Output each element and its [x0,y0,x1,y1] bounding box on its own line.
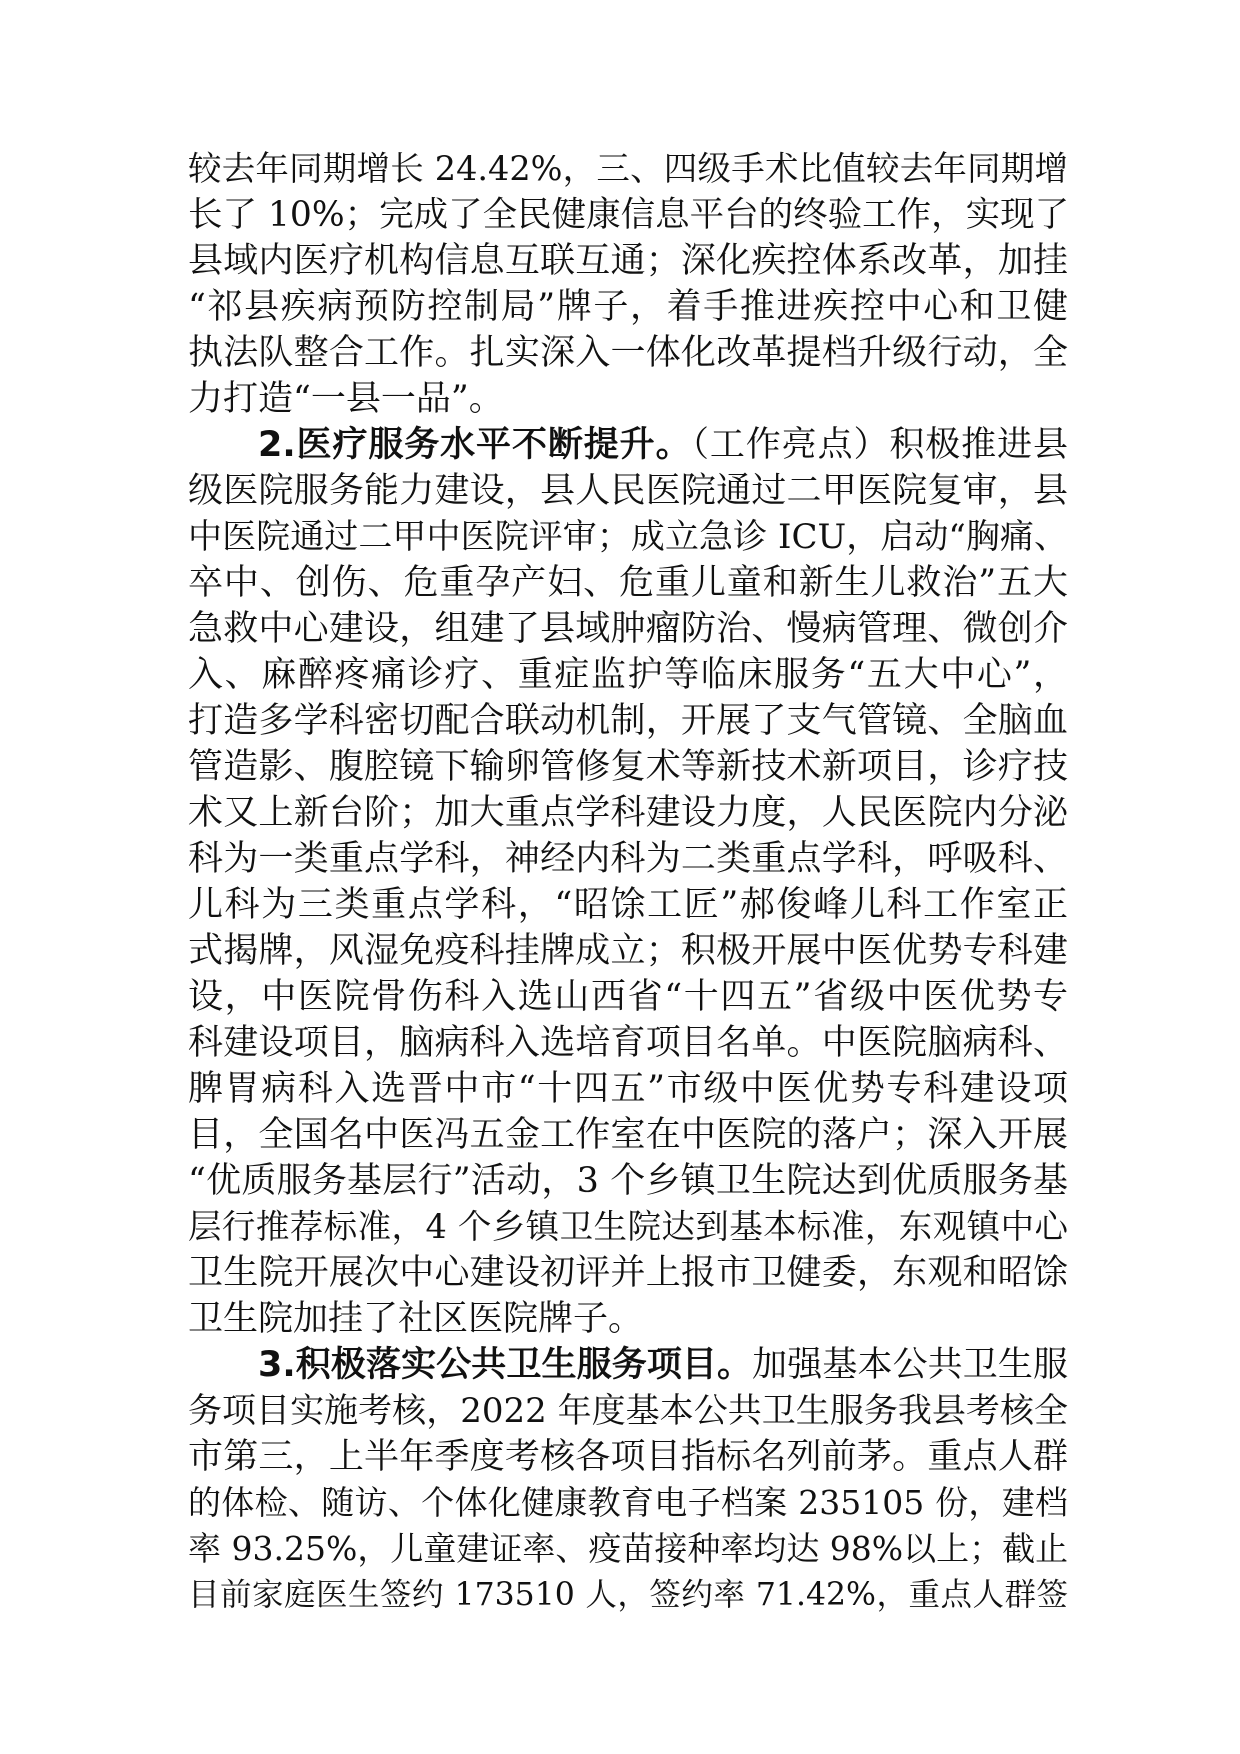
text-line [188,1572,1068,1618]
text-line [188,146,1068,192]
line-text: 打造多学科密切配合联动机制，开展了支气管镜、全脑血 [188,701,1068,741]
text-line [188,1342,1068,1388]
text-line [188,836,1068,882]
line-text: 县域内医疗机构信息互联互通；深化疾控体系改革，加挂 [188,241,1068,281]
text-line [188,1112,1068,1158]
text-line [188,1388,1068,1434]
line-text: 脾胃病科入选晋中市“十四五”市级中医优势专科建设项 [188,1069,1068,1109]
line-text: “优质服务基层行”活动，3 个乡镇卫生院达到优质服务基 [188,1161,1068,1201]
section-heading: 2.医疗服务水平不断提升。 [258,425,692,465]
line-text: 的体检、随访、个体化健康教育电子档案 235105 份，建档 [188,1483,1069,1522]
text-line [188,606,1068,652]
text-line [188,1250,1068,1296]
text-line [188,330,1068,376]
section-heading: 3.积极落实公共卫生服务项目。 [258,1345,753,1385]
line-text: 目前家庭医生签约 173510 人，签约率 71.42%，重点人群签 [188,1577,1068,1613]
line-text: 长了 10%；完成了全民健康信息平台的终验工作，实现了 [188,195,1070,235]
line-text: 式揭牌，风湿免疫科挂牌成立；积极开展中医优势专科建 [188,931,1068,971]
text-line [188,790,1068,836]
line-text: 执法队整合工作。扎实深入一体化改革提档升级行动，全 [188,333,1068,373]
text-line [188,1434,1068,1480]
line-text: 级医院服务能力建设，县人民医院通过二甲医院复审，县 [188,471,1068,511]
line-text: 中医院通过二甲中医院评审；成立急诊 ICU，启动“胸痛、 [188,517,1068,557]
line-text: 市第三，上半年季度考核各项目指标名列前茅。重点人群 [188,1437,1068,1477]
line-text: 术又上新台阶；加大重点学科建设力度，人民医院内分泌 [188,793,1068,833]
line-text: 入、麻醉疼痛诊疗、重症监护等临床服务“五大中心”， [188,655,1068,695]
line-text: 卫生院开展次中心建设初评并上报市卫健委，东观和昭馀 [188,1253,1068,1293]
line-text: 儿科为三类重点学科，“昭馀工匠”郝俊峰儿科工作室正 [188,885,1068,925]
line-text: 设，中医院骨伤科入选山西省“十四五”省级中医优势专 [188,977,1068,1017]
line-text: （工作亮点）积极推进县 [691,425,1068,465]
line-text: 科建设项目，脑病科入选培育项目名单。中医院脑病科、 [188,1023,1068,1063]
line-text: 目，全国名中医冯五金工作室在中医院的落户；深入开展 [188,1115,1068,1155]
text-line [188,882,1068,928]
line-text: 力打造“一县一品”。 [188,379,504,419]
text-line [188,192,1068,238]
text-line [188,744,1068,790]
line-text: 卒中、创伤、危重孕产妇、危重儿童和新生儿救治”五大 [188,563,1068,603]
text-line [188,1158,1068,1204]
text-line [188,376,1068,422]
text-line [188,560,1068,606]
line-text: 管造影、腹腔镜下输卵管修复术等新技术新项目，诊疗技 [188,747,1068,787]
line-text: 率 93.25%，儿童建证率、疫苗接种率均达 98%以上；截止 [188,1529,1069,1568]
line-text: 急救中心建设，组建了县域肿瘤防治、慢病管理、微创介 [188,609,1068,649]
text-line [188,284,1068,330]
text-line [188,1066,1068,1112]
line-text: 科为一类重点学科，神经内科为二类重点学科，呼吸科、 [188,839,1068,879]
line-text: 加强基本公共卫生服 [752,1345,1068,1385]
text-line [188,928,1068,974]
body-text [188,146,1068,1618]
text-line [188,238,1068,284]
text-line [188,1480,1068,1526]
line-text: 务项目实施考核，2022 年度基本公共卫生服务我县考核全 [188,1391,1068,1431]
line-text: “祁县疾病预防控制局”牌子，着手推进疾控中心和卫健 [188,287,1068,327]
line-text: 层行推荐标准，4 个乡镇卫生院达到基本标准，东观镇中心 [188,1207,1068,1246]
line-text: 卫生院加挂了社区医院牌子。 [188,1299,644,1339]
text-line [188,1296,1068,1342]
line-text: 较去年同期增长 24.42%，三、四级手术比值较去年同期增 [188,149,1068,188]
text-line [188,468,1068,514]
text-line [188,652,1068,698]
text-line [188,1020,1068,1066]
text-line [188,1526,1068,1572]
text-line [188,422,1068,468]
text-line [188,514,1068,560]
text-line [188,1204,1068,1250]
text-line [188,698,1068,744]
text-line [188,974,1068,1020]
